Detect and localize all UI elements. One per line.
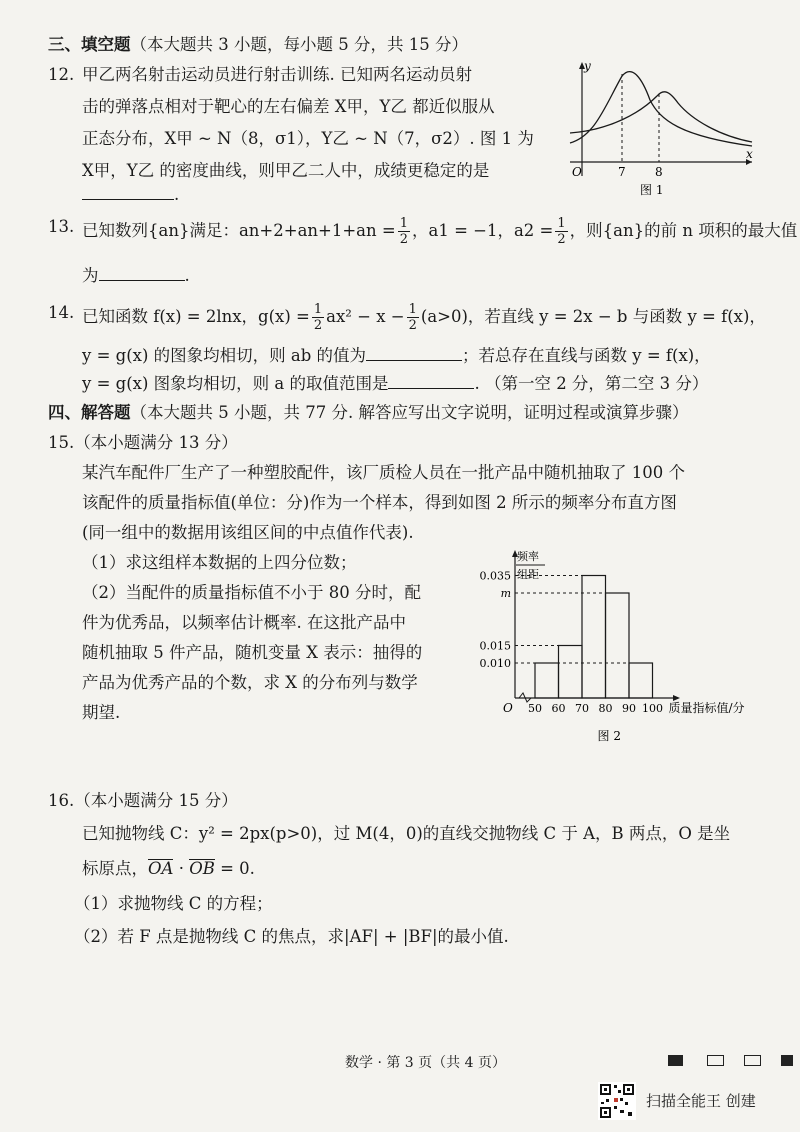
section-3-header: [48, 34, 468, 56]
q15-title: （本小题满分 13 分）: [74, 433, 238, 452]
hist-xtick-50: 50: [528, 702, 542, 715]
q13-line-1: [82, 216, 797, 247]
q15-sub-1: （1）求这组样本数据的上四分位数；: [82, 553, 357, 572]
hist-bar-50-60: [535, 663, 559, 698]
q13-answer-blank[interactable]: [99, 264, 185, 281]
q13-fraction-2: $\frac{1}{2}$: [557, 216, 566, 247]
q16-text-2a: 标原点，: [82, 859, 148, 878]
q16-sub-1: （1）求抛物线 C 的方程；: [74, 894, 273, 913]
q12-line-3: 正态分布，X甲 ~ N（8，σ1），Y乙 ~ N（7，σ2）. 图 1 为: [82, 129, 534, 148]
q14-blank-1[interactable]: [366, 344, 462, 361]
q15-sub-2-line-c: 随机抽取 5 件产品，随机变量 X 表示：抽得的: [82, 643, 423, 662]
hist-ytick-3: 0.010: [479, 657, 511, 670]
hist-xtick-70: 70: [575, 702, 589, 715]
section-4-header: [48, 402, 688, 424]
q15-para-2: 该配件的质量指标值(单位：分)作为一个样本，得到如图 2 所示的频率分布直方图: [82, 493, 677, 512]
q14-line-1: [82, 302, 766, 333]
hist-ytick-0: 0.035: [479, 569, 511, 583]
fig1-tick-8: 8: [655, 165, 663, 179]
q14-text-2a: y = g(x) 的图象均相切，则 ab 的值为: [82, 346, 367, 365]
q12-period: .: [174, 185, 180, 204]
q12-answer-line: [82, 183, 179, 206]
fig1-origin: O: [572, 165, 582, 179]
footer-mark-2: [707, 1055, 724, 1066]
hist-ytick-1: m: [500, 587, 511, 600]
q15-sub-2-line-b: 件为优秀品，以频率估计概率. 在这批产品中: [82, 613, 406, 632]
hist-ylabel-den: 组距: [517, 568, 539, 581]
hist-origin: O: [503, 701, 513, 715]
q15-header: [48, 432, 238, 454]
q16-title: （本小题满分 15 分）: [74, 791, 238, 810]
q12-answer-blank[interactable]: [82, 183, 174, 200]
hist-bar-70-80: [582, 576, 606, 699]
figure-1: [560, 58, 760, 198]
q14-number: 14.: [48, 303, 75, 322]
section-3-title: 三、填空题: [48, 35, 131, 54]
hist-caption: 图 2: [597, 729, 621, 743]
hist-bar-90-100: [629, 663, 653, 698]
q16-vector-oa: OA: [148, 859, 174, 878]
hist-xtick-80: 80: [598, 702, 613, 715]
fig1-caption: 图 1: [640, 183, 664, 197]
hist-xlabel: 质量指标值/分: [668, 701, 745, 715]
q13-number: 13.: [48, 217, 75, 236]
q14-text-3b: . （第一空 2 分，第二空 3 分）: [474, 374, 709, 393]
hist-bar-60-70: [559, 646, 583, 699]
hist-bar-80-90: [606, 593, 630, 698]
scanner-watermark: [598, 1082, 790, 1120]
q14-line-3: [82, 372, 708, 395]
q16-text-2b: = 0.: [214, 859, 255, 878]
q14-fraction-2: $\frac{1}{2}$: [408, 302, 417, 333]
q12-number: 12.: [48, 65, 75, 84]
q12-line-2: 击的弹落点相对于靶心的左右偏差 X甲，Y乙 都近似服从: [82, 97, 495, 116]
q13-wei: 为: [82, 266, 99, 285]
q13-text-a: 已知数列{an}满足：an+2+an+1+an =: [82, 221, 396, 240]
hist-ylabel-num: 频率: [517, 550, 539, 563]
q15-sub-2-line-d: 产品为优秀产品的个数，求 X 的分布列与数学: [82, 673, 418, 692]
figure-2-histogram: [470, 548, 770, 748]
hist-xtick-90: 90: [622, 702, 636, 715]
fig1-x-label: x: [746, 147, 753, 161]
q15-number: 15.: [48, 433, 75, 452]
q16-vector-ob: OB: [189, 859, 215, 878]
q16-header: [48, 790, 238, 812]
watermark-text: 扫描全能王 创建: [646, 1092, 756, 1110]
q14-text-c: (a>0)，若直线 y = 2x − b 与函数 y = f(x)，: [420, 307, 766, 326]
q16-line-1: 已知抛物线 C：y² = 2px(p>0)，过 M(4，0)的直线交抛物线 C 于 A，B 两点，O 是坐: [82, 824, 731, 843]
q15-sub-2-line-e: 期望.: [82, 703, 121, 722]
q12-line-4: X甲，Y乙 的密度曲线，则甲乙二人中，成绩更稳定的是: [82, 161, 490, 180]
q12-line-1: 甲乙两名射击运动员进行射击训练. 已知两名运动员射: [82, 65, 472, 84]
q13-text-b: ，a1 = −1，a2 =: [412, 221, 554, 240]
q15-para-1: 某汽车配件厂生产了一种塑胶配件，该厂质检人员在一批产品中随机抽取了 100 个: [82, 463, 685, 482]
q15-para-3: (同一组中的数据用该组区间的中点值作代表).: [82, 523, 414, 542]
q14-text-a: 已知函数 f(x) = 2lnx，g(x) =: [82, 307, 310, 326]
q15-sub-2-line-a: （2）当配件的质量指标值不小于 80 分时，配: [82, 583, 421, 602]
q14-blank-2[interactable]: [388, 372, 474, 389]
q14-text-2b: ；若总存在直线与函数 y = f(x)，: [462, 346, 711, 365]
q14-line-2: [82, 344, 711, 367]
fig1-curve-yi: [570, 92, 752, 142]
q16-line-2: [82, 858, 255, 880]
q16-number: 16.: [48, 791, 75, 810]
fig1-y-label: y: [584, 59, 591, 73]
section-3-note: （本大题共 3 小题，每小题 5 分，共 15 分）: [130, 35, 468, 54]
q13-line-2: [82, 264, 190, 287]
section-4-title: 四、解答题: [48, 403, 131, 422]
footer-mark-1: [668, 1055, 683, 1066]
q16-sub-2: （2）若 F 点是抛物线 C 的焦点，求|AF| + |BF|的最小值.: [74, 927, 509, 946]
fig1-tick-7: 7: [618, 165, 626, 179]
hist-ytick-2: 0.015: [479, 639, 511, 653]
hist-xtick-100: 100: [642, 702, 663, 715]
q13-period: .: [184, 266, 190, 285]
footer-mark-3: [744, 1055, 761, 1066]
page-footer: 数学 · 第 3 页（共 4 页）: [345, 1055, 506, 1071]
qr-code-icon: [598, 1082, 636, 1120]
footer-mark-4: [781, 1055, 793, 1066]
q14-fraction-1: $\frac{1}{2}$: [313, 302, 323, 333]
q14-text-3a: y = g(x) 图象均相切，则 a 的取值范围是: [82, 374, 389, 393]
q16-dot: ·: [173, 859, 190, 878]
q13-fraction-1: $\frac{1}{2}$: [399, 216, 408, 247]
q14-text-b: ax² − x −: [326, 307, 405, 326]
section-4-note: （本大题共 5 小题，共 77 分. 解答应写出文字说明，证明过程或演算步骤）: [130, 403, 689, 422]
q13-text-c: ，则{an}的前 n 项积的最大值: [569, 221, 798, 240]
hist-xtick-60: 60: [551, 702, 566, 715]
